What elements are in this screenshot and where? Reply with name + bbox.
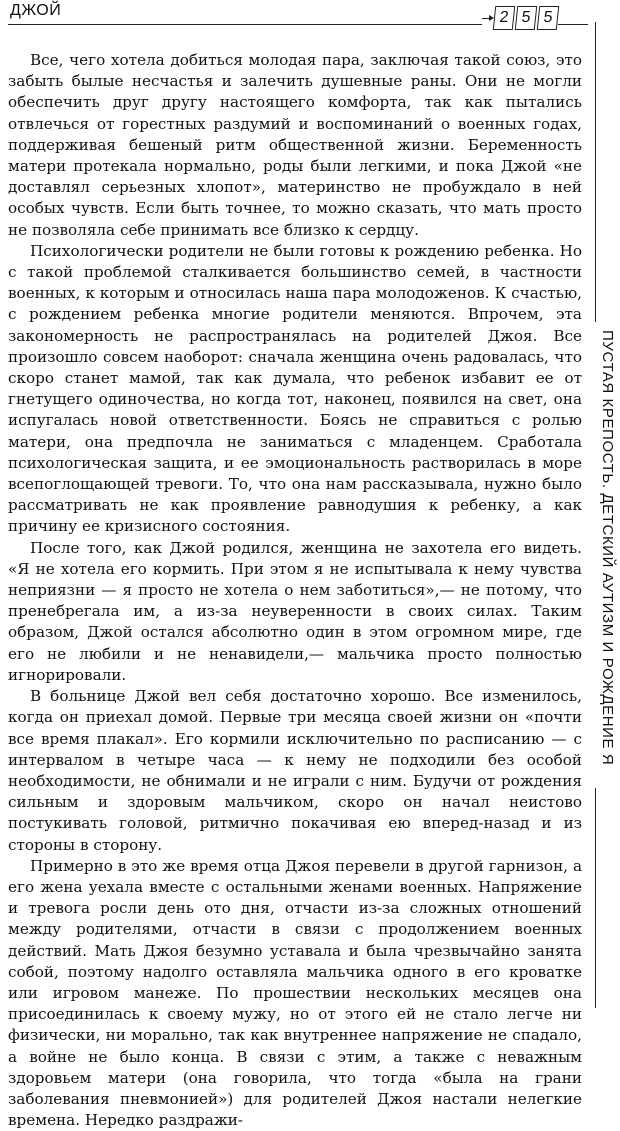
paragraph: Психологически родители не были готовы к рождению ребенка. Но с такой проблемой сталкивается большинство семей, в частности военных, к которым и относилась наша пара молодоженов. К счастью, с рождением ребенка многие родители меняются. Впрочем, эта закономерность не распространялась на родителей Джоя. Все произошло совсем наоборот: сначала женщина очень радовалась, что скоро станет мамой, так как думала, что ребенок избавит ее от гнетущего одиночества, но когда тот, наконец, появился на свет, она испугалась новой ответственности. Боясь не справиться с ролью матери, она предпочла не заниматься с младенцем. Сработала психологическая защита, и ее эмоциональность растворилась в море всепоглощающей тревоги. То, что она нам рассказывала, нужно было рассматривать не как проявление равнодушия к ребенку, а как причину ее кризисного состояния. [8, 241, 582, 536]
paragraph: Примерно в это же время отца Джоя перевели в другой гарнизон, а его жена уехала вместе с остальными женами военных. Напряжение и тревога росли день ото дня, отчасти из-за сложных отношений между родителями, отчасти в связи с продолжением военных действий. Мать Джоя безумно уставала и была чрезвычайно занята собой, поэтому надолго оставляла мальчика одного в его кроватке или игровом манеже. По прошествии нескольких месяцев она присоединилась к своему мужу, но от этого ей не стало легче ни физически, ни морально, так как внутреннее напряжение не спадало, а войне не было конца. В связи с этим, а также с неважным здоровьем матери (она говорила, что тогда «была на грани заболевания пневмонией») для родителей Джоя настали нелегкие времена. Нередко раздражи- [8, 856, 582, 1130]
side-rule-top [595, 22, 596, 322]
side-running-title: ПУСТАЯ КРЕПОСТЬ. ДЕТСКИЙ АУТИЗМ И РОЖДЕНИЕ Я [599, 330, 616, 766]
page-digit: 2 [493, 6, 516, 30]
paragraph: В больнице Джой вел себя достаточно хорошо. Все изменилось, когда он приехал домой. Первые три месяца своей жизни он «почти все время плакал». Его кормили исключительно по расписанию — с интервалом в четыре часа — к нему не подходили без особой необходимости, не обнимали и не играли с ним. Будучи от рождения сильным и здоровым мальчиком, скоро он начал неистово постукивать головой, ритмично покачивая ею вперед-назад и из стороны в сторону. [8, 687, 582, 854]
page-number [482, 6, 558, 30]
running-title: ДЖОЙ [10, 2, 62, 19]
arrow-right-icon [482, 18, 492, 19]
paragraph: После того, как Джой родился, женщина не захотела его видеть. «Я не хотела его кормить. При этом я не испытывала к нему чувства неприязни — я просто не хотела о нем заботиться»,— не потому, что пренебрегала им, а из-за неуверенности в своих силах. Таким образом, Джой остался абсолютно один в этом огромном мире, где его не любили и не ненавидели,— мальчика просто полностью игнорировали. [8, 538, 582, 684]
page-digit: 5 [537, 6, 560, 30]
page-digit: 5 [515, 6, 538, 30]
side-rule-bottom [595, 788, 596, 1008]
header-tail-rule [558, 24, 588, 25]
paragraph: Все, чего хотела добиться молодая пара, заключая такой союз, это забыть былые несчастья и залечить душевные раны. Они не могли обеспечить друг другу настоящего комфорта, так как пытались отвлечься от горестных раздумий и воспоминаний о военных годах, поддерживая бешеный ритм общественной жизни. Беременность матери протекала нормально, роды были легкими, и пока Джой «не доставлял серьезных хлопот», материнство не пробуждало в ней особых чувств. Если быть точнее, то можно сказать, что мать просто не позволяла себе принимать все близко к сердцу. [8, 51, 582, 239]
body-text [8, 50, 582, 1131]
header-rule [8, 24, 482, 25]
